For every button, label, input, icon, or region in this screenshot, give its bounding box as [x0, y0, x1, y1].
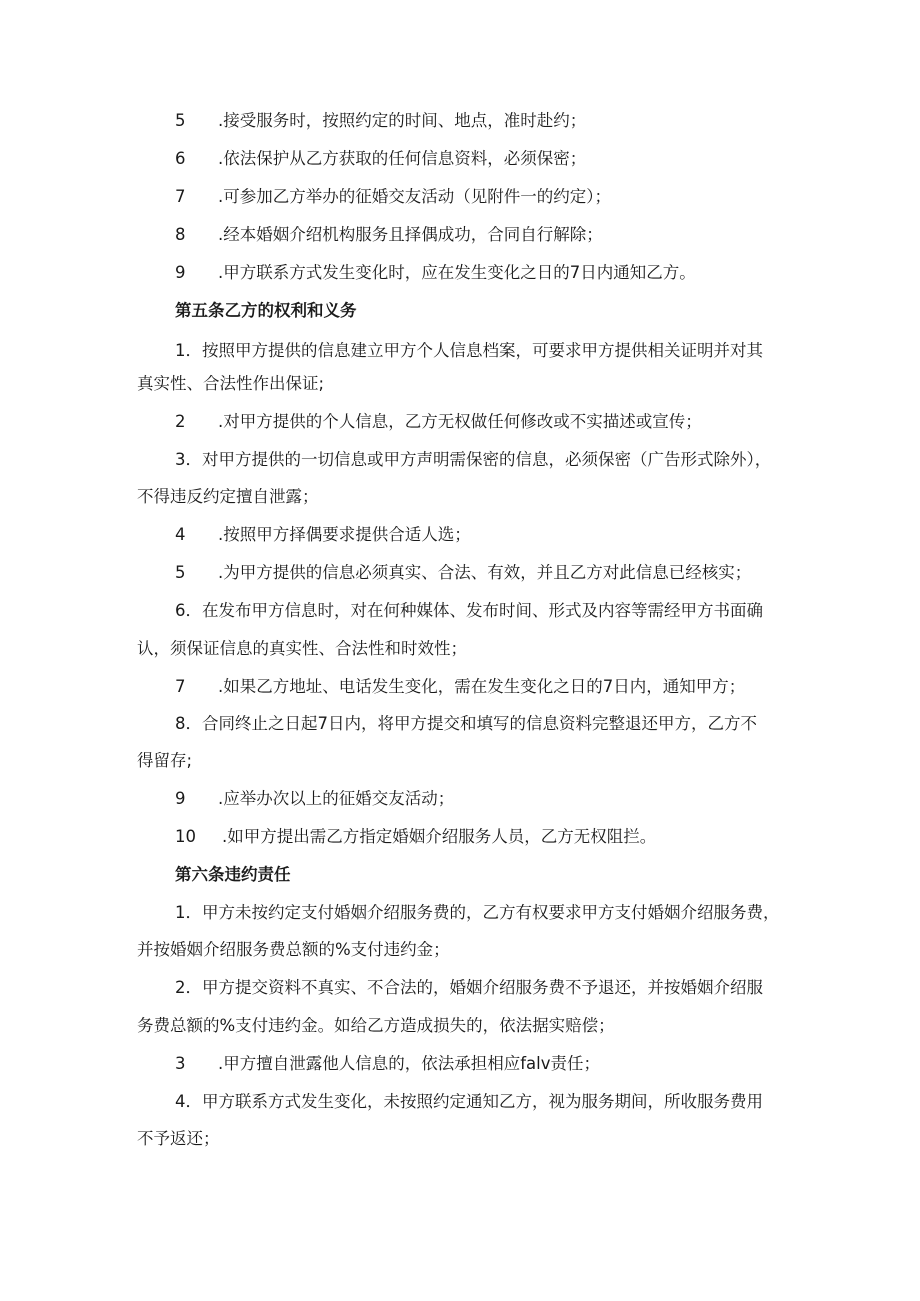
list-item-continuation: 认，须保证信息的真实性、合法性和时效性；: [137, 639, 467, 658]
list-item-continuation: 真实性、合法性作出保证;: [137, 374, 325, 393]
list-item-number: 5: [175, 111, 186, 130]
list-item-text: 4．甲方联系方式发生变化，未按照约定通知乙方，视为服务期间，所收服务费用: [175, 1092, 763, 1111]
list-item-text: .依法保护从乙方获取的任何信息资料，必须保密；: [218, 149, 587, 168]
list-item-text: .接受服务时，按照约定的时间、地点，准时赴约；: [218, 111, 587, 130]
list-item-text: 3．对甲方提供的一切信息或甲方声明需保密的信息，必须保密（广告形式除外），: [175, 450, 772, 469]
list-item-number: 5: [175, 563, 186, 582]
list-item-text: 8．合同终止之日起7日内，将甲方提交和填写的信息资料完整退还甲方，乙方不: [175, 714, 757, 733]
list-item-continuation: 务费总额的%支付违约金。如给乙方造成损失的，依法据实赔偿；: [137, 1016, 615, 1035]
list-item-number: 2: [175, 412, 186, 431]
list-item-text: .如甲方提出需乙方指定婚姻介绍服务人员，乙方无权阻拦。: [222, 827, 657, 846]
list-item-text: 1．按照甲方提供的信息建立甲方个人信息档案，可要求甲方提供相关证明并对其: [175, 341, 763, 360]
section-heading-article-5: 第五条乙方的权利和义务: [175, 301, 357, 320]
list-item-text: .为甲方提供的信息必须真实、合法、有效，并且乙方对此信息已经核实；: [218, 563, 752, 582]
list-item-text: .如果乙方地址、电话发生变化，需在发生变化之日的7日内，通知甲方；: [218, 677, 746, 696]
list-item-text: .应举办次以上的征婚交友活动；: [218, 789, 455, 808]
list-item-number: 7: [175, 677, 186, 696]
list-item-number: 3: [175, 1054, 186, 1073]
list-item-text: 1．甲方未按约定支付婚姻介绍服务费的，乙方有权要求甲方支付婚姻介绍服务费，: [175, 903, 780, 922]
section-heading-article-6: 第六条违约责任: [175, 865, 291, 884]
list-item-number: 6: [175, 149, 186, 168]
list-item-text: 2．甲方提交资料不真实、不合法的，婚姻介绍服务费不予退还，并按婚姻介绍服: [175, 978, 763, 997]
list-item-continuation: 并按婚姻介绍服务费总额的%支付违约金；: [137, 940, 450, 959]
list-item-text: .甲方擅自泄露他人信息的，依法承担相应falv责任；: [218, 1054, 601, 1073]
list-item-text: .按照甲方择偶要求提供合适人选；: [218, 525, 471, 544]
list-item-text: .可参加乙方举办的征婚交友活动（见附件一的约定）；: [218, 187, 611, 206]
list-item-number: 8: [175, 225, 186, 244]
list-item-text: .对甲方提供的个人信息，乙方无权做任何修改或不实描述或宣传；: [218, 412, 702, 431]
list-item-text: .经本婚姻介绍机构服务且择偶成功，合同自行解除；: [218, 225, 603, 244]
list-item-text: 6．在发布甲方信息时，对在何种媒体、发布时间、形式及内容等需经甲方书面确: [175, 601, 763, 620]
list-item-number: 9: [175, 789, 186, 808]
list-item-number: 9: [175, 263, 186, 282]
list-item-number: 10: [175, 827, 196, 846]
list-item-text: .甲方联系方式发生变化时，应在发生变化之日的7日内通知乙方。: [218, 263, 696, 282]
list-item-continuation: 得留存;: [137, 751, 193, 770]
list-item-continuation: 不得违反约定擅自泄露；: [137, 487, 319, 506]
list-item-number: 4: [175, 525, 186, 544]
list-item-continuation: 不予返还；: [137, 1129, 220, 1148]
list-item-number: 7: [175, 187, 186, 206]
